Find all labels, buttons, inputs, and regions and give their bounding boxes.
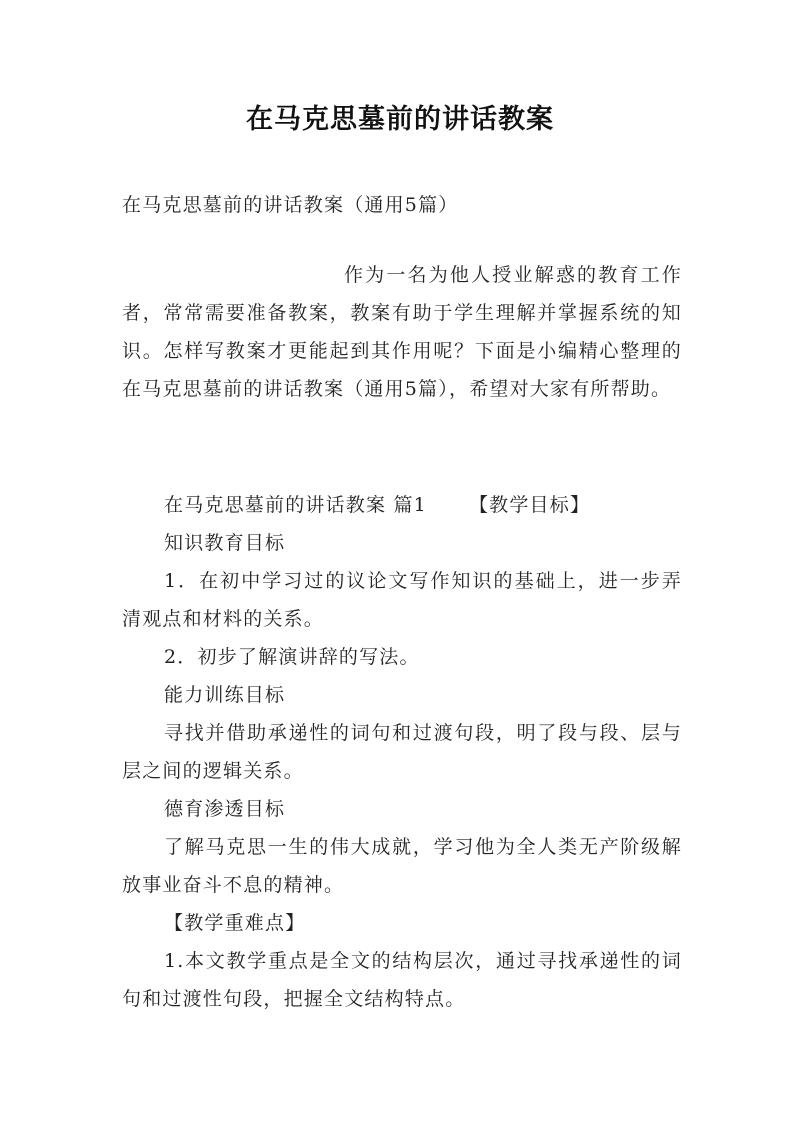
moral-text: 了解马克思一生的伟大成就，学习他为全人类无产阶级解放事业奋斗不息的精神。 — [122, 836, 682, 896]
intro-paragraph: 作为一名为他人授业解惑的教育工作者，常常需要准备教案，教案有助于学生理解并掌握系统的知识。怎样写教案才更能起到其作用呢？下面是小编精心整理的在马克思墓前的讲话教案（通用5篇），希望对大家有所帮助。 — [122, 264, 682, 400]
teaching-goals-tag: 【教学目标】 — [468, 494, 591, 516]
ability-heading: 能力训练目标 — [164, 684, 286, 706]
ability-text: 寻找并借助承递性的词句和过渡句段，明了段与段、层与层之间的逻辑关系。 — [122, 722, 682, 782]
knowledge-item-1: 1．在初中学习过的议论文写作知识的基础上，进一步弄清观点和材料的关系。 — [122, 570, 682, 630]
key-points-heading: 【教学重难点】 — [164, 912, 306, 934]
moral-heading: 德育渗透目标 — [164, 798, 286, 820]
document-title: 在马克思墓前的讲话教案 — [246, 104, 554, 135]
section1-heading: 在马克思墓前的讲话教案 篇1 — [164, 494, 427, 516]
key-point-1: 1.本文教学重点是全文的结构层次，通过寻找承递性的词句和过渡性句段，把握全文结构特点。 — [122, 950, 682, 1010]
document-subtitle: 在马克思墓前的讲话教案（通用5篇） — [122, 194, 459, 216]
knowledge-heading: 知识教育目标 — [164, 532, 286, 554]
knowledge-item-2: 2．初步了解演讲辞的写法。 — [164, 646, 420, 668]
section1-heading-line — [164, 486, 590, 524]
